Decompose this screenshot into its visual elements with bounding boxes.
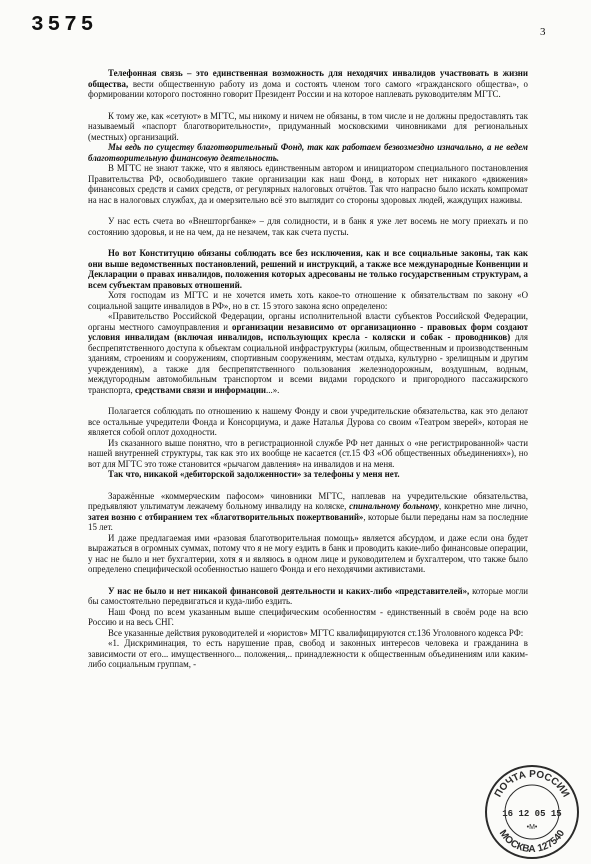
quote-text: для беспрепятственного доступа к объектам социальной инфраструктуры (жилым, общественным и производственным зданиям, строениям и сооружениям, спортивным сооружениям, местам отдыха, культурно - зрелищным и другим учреждениям), а также для беспрепятственного пользования железнодорожным, воздушным, водным, междугородным автомобильным транспортом и всеми видами городского и пригородного пассажирского транспорта, xyxy=(88,332,528,395)
paragraph-no-debt: Так что, никакой «дебиторской задолженности» за телефоны у меня нет. xyxy=(108,469,400,479)
paragraph-no-financial-activity xyxy=(88,586,528,607)
paragraph-ultimatum xyxy=(88,491,528,533)
paragraph-text: , конкретно мне лично, xyxy=(439,501,528,511)
seal-bottom-text: МОСКВА 127540 xyxy=(496,828,568,856)
paragraph-bold-lead: Телефонная связь – это единственная возможность для неходячих инвалидов участвовать в жизни общества, xyxy=(88,68,528,89)
quote-article-136: «1. Дискриминация, то есть нарушение прав, свобод и законных интересов человека и гражданина в зависимости от его... имущественного... положения,.. принадлежности к общественным объединениям или каким-либо социальным группам, - xyxy=(88,638,528,669)
paragraph-bold-lead: У нас не было и нет никакой финансовой деятельности и каких-либо «представителей», xyxy=(108,585,470,596)
paragraph-bank-accounts: У нас есть счета во «Внешторгбанке» – для солидности, и в банк я уже лет восемь не могу приехать и по состоянию здоровья, и не на чем, да не незачем, так как счета пусты. xyxy=(88,216,528,237)
quote-bold: организации независимо от организационно - правовых форм создают условия инвалидам (включая инвалидов, использующих кресла - коляски и собак - проводников) xyxy=(88,321,528,342)
document-stamp-number: 3575 xyxy=(31,14,98,37)
quote-text: ...». xyxy=(266,384,280,395)
paragraph-unique-fund: Наш Фонд по всем указанным выше специфическим особенностям - единственный в своём роде на всю Россию и на весь СНГ. xyxy=(88,606,528,627)
paragraph-author-resolution: В МГТС не знают также, что я являюсь единственным автором и инициатором специального постановления Правительства РФ, освободившего такие организации как наш Фонд, в которых нет никакого «движения» финансовых средств и самих средств, от регулярных налоговых отчётов. Так что напрасно было искать компромат на нас в налоговых службах, да и омерзительно всё это выглядит со стороны здоровых людей, жаждущих наживы. xyxy=(88,163,528,205)
quote-bold: средствами связи и информации xyxy=(134,384,267,395)
paragraph-registration: Из сказанного выше понятно, что в регистрационной службе РФ нет данных о «не регистрированной» части нашей внутренней структуры, так как это их вообще не касается (ст.15 ФЗ «Об общественных объединениях»), но вот для МГТС это тоже становится «рычагом давления» на инвалидов и на меня. xyxy=(88,437,528,469)
seal-center-mark: •М• xyxy=(526,824,538,831)
paragraph-emphasis: спинальному больному xyxy=(349,501,440,511)
paragraph-text: Заражённые «коммерческим пафосом» чиновники МГТС, наплевав на учредительские обязательства, предъявляют ультиматум лежачему больному инвалиду на коляске, xyxy=(88,490,528,511)
quote-article-15 xyxy=(88,311,528,395)
paragraph-text: вести общественную работу из дома и состоять членом того самого «гражданского общества», о формировании которого постоянно говорит Президент России и на которое наплевать руководителям МГТС. xyxy=(88,78,528,99)
paragraph-text: которые могли бы самостоятельно передвигаться и куда-либо ездить. xyxy=(88,585,528,606)
paragraph-no-obligations: К тому же, как «сетуют» в МГТС, мы никому и ничем не обязаны, в том числе и не должны предоставлять так называемый «паспорт благотворительности», придуманный московскими чиновниками для региональных (местных) организаций. xyxy=(88,110,528,142)
seal-top-text: ПОЧТА РОССИИ xyxy=(492,768,572,800)
paragraph-criminal-code: Все указанные действия руководителей и «юристов» МГТС квалифицируются ст.136 Уголовного кодекса РФ: xyxy=(108,627,524,638)
paragraph-law-article-15: Хотя господам из МГТС и не хочется иметь хоть какое-то отношение к обязательствам по закону «О социальной защите инвалидов в РФ», но в ст. 15 этого закона ясно определено: xyxy=(88,290,528,311)
paragraph-founder-obligations: Полагается соблюдать по отношению к нашему Фонду и свои учредительские обязательства, как это делают все остальные учредители Фонда и Консорциума, и даже Наталья Дурова со своим «Театром зверей», которая не является собой оплот доходности. xyxy=(88,406,528,437)
page-number: 3 xyxy=(540,26,546,38)
letter-body xyxy=(88,68,528,670)
seal-date: 16 12 05 15 xyxy=(502,809,562,819)
svg-text:ПОЧТА РОССИИ xyxy=(493,769,571,799)
paragraph-one-time-help: И даже предлагаемая ими «разовая благотворительная помощь» является абсурдом, и даже если она будет выражаться в огромных суммах, потому что я не могу ездить в банк и проводить какие-либо финансовые операции, у нас не было и нет бухгалтерии, хотя я и являюсь в одном лице и руководителем и бухгалтером, что также было определено специфической особенностью нашего Фонда и его неходячими активистами. xyxy=(88,532,528,574)
quote-text: «Правительство Российской Федерации, органы исполнительной власти субъектов Российской Федерации, органы местного самоуправления и xyxy=(88,311,528,332)
paragraph-constitution: Но вот Конституцию обязаны соблюдать все без исключения, как и все социальные законы, так как они выше ведомственных постановлений, решений и инструкций, а также все международные Конвенции и Декларации о правах инвалидов, положения которых адресованы не только государственным структурам, а всем субъектам правовых отношений. xyxy=(88,248,528,290)
paragraph-text: , которые были переданы нам за последние 15 лет. xyxy=(88,511,528,532)
postal-stamp-seal xyxy=(483,763,581,861)
paragraph-charity-fund: Мы ведь по существу благотворительный Фонд, так как работаем безвозмездно изначально, а не ведем благотворительную финансовую деятельность. xyxy=(88,142,528,163)
paragraph-phone-connection xyxy=(88,68,528,100)
paragraph-emphasis: затея возню с отбиранием тех «благотворительных пожертвований» xyxy=(88,511,364,522)
